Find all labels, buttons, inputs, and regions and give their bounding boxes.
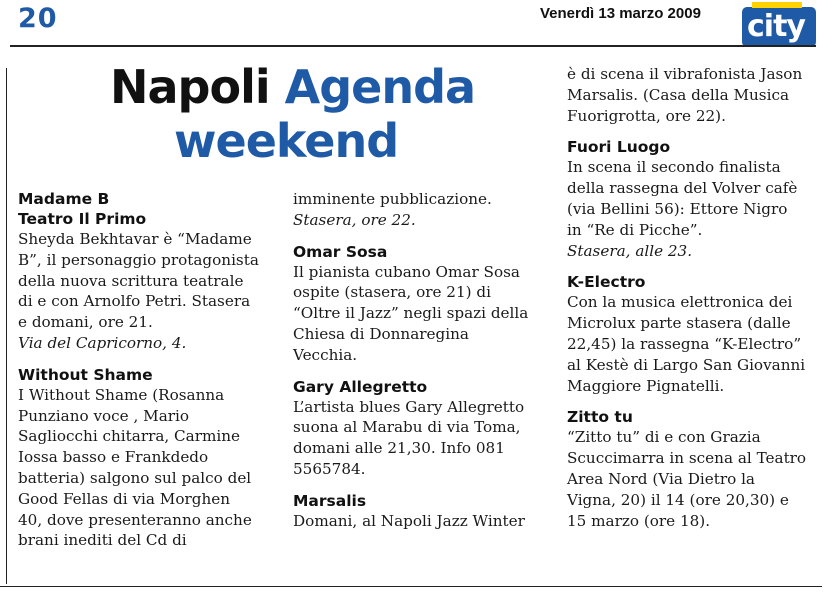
headline-agenda: Agenda — [284, 60, 476, 114]
listing-gary-allegretto — [293, 377, 553, 480]
listing-k-electro — [567, 272, 822, 396]
listing-continuation — [567, 64, 822, 126]
listing-venue: Teatro Il Primo — [18, 210, 147, 228]
column-1 — [18, 189, 276, 562]
listing-madame-b — [18, 189, 276, 354]
page-number: 20 — [18, 3, 58, 34]
city-logo — [742, 7, 816, 47]
listing-continuation — [293, 189, 553, 231]
listing-body: Il pianista cubano Omar Sosa ospite (stasera, ore 21) di “Oltre il Jazz” negli spazi della Chiesa di Donnaregina Vecchia. — [293, 262, 529, 364]
listing-omar-sosa — [293, 242, 553, 366]
listing-title: Marsalis — [293, 491, 367, 510]
listing-zitto-tu — [567, 407, 822, 531]
continuation-note: Stasera, ore 22. — [293, 210, 416, 229]
page-headline — [110, 60, 490, 168]
listing-body: I Without Shame (Rosanna Punziano voce , Mario Sagliocchi chitarra, Carmine Iossa basso e Frankdedo batteria) salgono sul palco del Good Fellas di via Morghen 40, dove presenteranno anche brani inediti del Cd di — [18, 385, 252, 550]
listing-marsalis — [293, 491, 553, 532]
headline-city: Napoli — [110, 60, 270, 114]
listing-title: Fuori Luogo — [567, 138, 671, 157]
listing-title: Without Shame — [18, 365, 153, 384]
listing-title: Zitto tu — [567, 408, 633, 427]
footer-rule — [0, 586, 822, 587]
headline-weekend: weekend — [174, 114, 399, 168]
listing-title: K-Electro — [567, 273, 646, 292]
logo-text: city — [747, 9, 805, 44]
header-rule — [10, 45, 816, 47]
left-margin-rule — [6, 68, 7, 584]
listing-body: Domani, al Napoli Jazz Winter — [293, 511, 525, 530]
issue-date: Venerdì 13 marzo 2009 — [540, 5, 701, 22]
listing-note: Stasera, alle 23. — [567, 241, 693, 260]
listing-body: In scena il secondo finalista della rassegna del Volver cafè (via Bellini 56): Ettore Nigro in “Re di Picche”. — [567, 158, 798, 239]
continuation-text: è di scena il vibrafonista Jason Marsalis. (Casa della Musica Fuorigrotta, ore 22). — [567, 65, 803, 125]
listing-body: Sheyda Bekhtavar è “Madame B”, il personaggio protagonista della nuova scrittura teatrale di e con Arnolfo Petri. Stasera e domani, ore 21. — [18, 230, 259, 332]
listing-body: Con la musica elettronica dei Microlux parte stasera (dalle 22,45) la rassegna “K-Electro” al Kestè di Largo San Giovanni Maggiore Pignatelli. — [567, 293, 806, 395]
listing-note: Via del Capricorno, 4. — [18, 333, 187, 352]
listing-title: Madame B — [18, 190, 110, 208]
listing-title: Gary Allegretto — [293, 377, 428, 396]
listing-title: Omar Sosa — [293, 242, 388, 261]
continuation-text: imminente pubblicazione. — [293, 190, 492, 208]
listing-fuori-luogo — [567, 137, 822, 261]
listing-body: “Zitto tu” di e con Grazia Scuccimarra in scena al Teatro Area Nord (Via Dietro la Vigna, 20) il 14 (ore 20,30) e 15 marzo (ore 18). — [567, 428, 807, 530]
column-3 — [567, 64, 822, 542]
listing-body: L’artista blues Gary Allegretto suona al Marabu di via Toma, domani alle 21,30. Info 081 5565784. — [293, 397, 525, 478]
listing-without-shame — [18, 365, 276, 551]
column-2 — [293, 189, 553, 543]
